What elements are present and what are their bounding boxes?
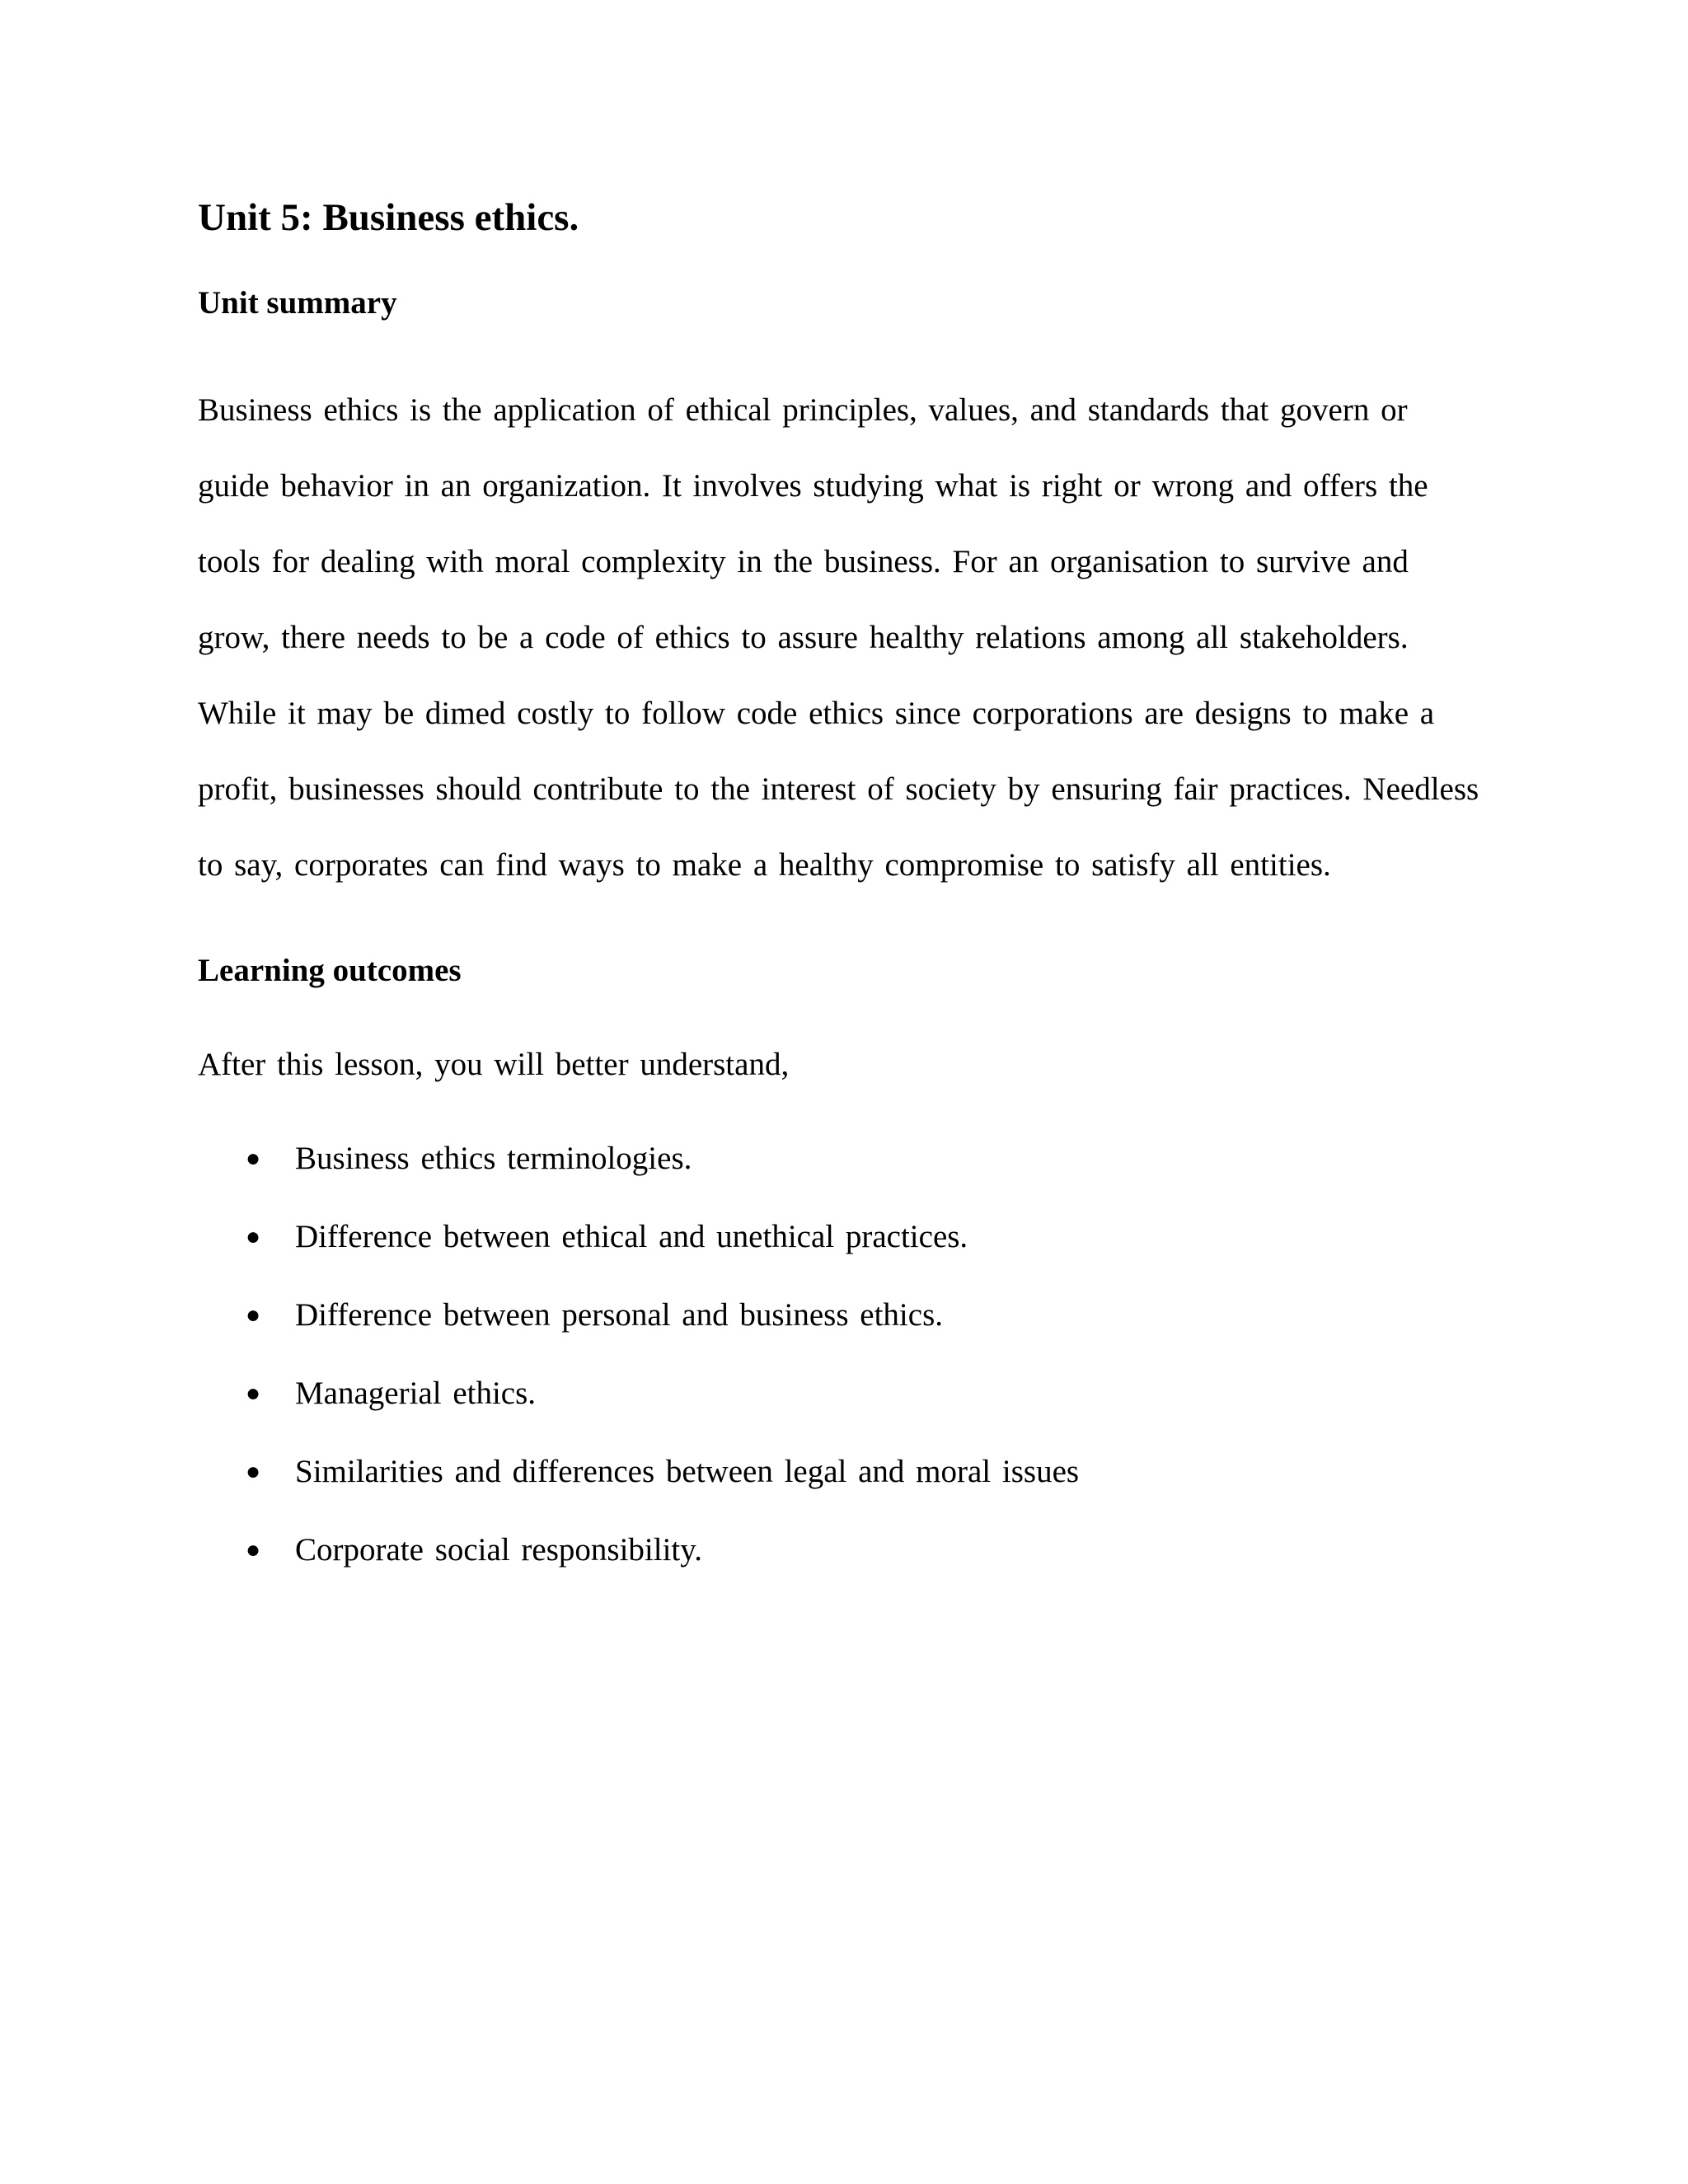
unit-title: Unit 5: Business ethics. — [198, 196, 579, 239]
bullet-icon: ● — [246, 1145, 261, 1172]
list-item — [198, 1119, 1484, 1197]
page-content — [198, 190, 1484, 1589]
list-item-text: Difference between ethical and unethical practices. — [295, 1219, 968, 1254]
list-item-text: Managerial ethics. — [295, 1376, 537, 1411]
learning-outcomes-list — [198, 1119, 1484, 1589]
list-item-text: Corporate social responsibility. — [295, 1532, 702, 1568]
list-item-text: Similarities and differences between legal and moral issues — [295, 1454, 1080, 1489]
bullet-icon: ● — [246, 1536, 261, 1563]
unit-summary-heading: Unit summary — [198, 285, 397, 321]
unit-summary-paragraph: Business ethics is the application of ethical principles, values, and standards that govern or guide behavior in an organization. It involves studying what is right or wrong and offers the tools for dealing with moral complexity in the business. For an organisation to survive and grow, there needs to be a code of ethics to assure healthy relations among all stakeholders. While it may be dimed costly to follow code ethics since corporations are designs to make a profit, businesses should contribute to the interest of society by ensuring fair practices. Needless to say, corporates can find ways to make a healthy compromise to satisfy all entities. — [198, 392, 1479, 883]
learning-outcomes-intro: After this lesson, you will better understand, — [198, 1047, 790, 1082]
list-item — [198, 1276, 1484, 1354]
bullet-icon: ● — [246, 1380, 261, 1407]
list-item-text: Difference between personal and business ethics. — [295, 1297, 944, 1333]
bullet-icon: ● — [246, 1301, 261, 1329]
list-item — [198, 1354, 1484, 1432]
list-item — [198, 1511, 1484, 1589]
bullet-icon: ● — [246, 1223, 261, 1250]
list-item-text: Business ethics terminologies. — [295, 1141, 692, 1176]
list-item — [198, 1197, 1484, 1276]
list-item — [198, 1432, 1484, 1511]
bullet-icon: ● — [246, 1458, 261, 1485]
learning-outcomes-heading: Learning outcomes — [198, 953, 462, 988]
